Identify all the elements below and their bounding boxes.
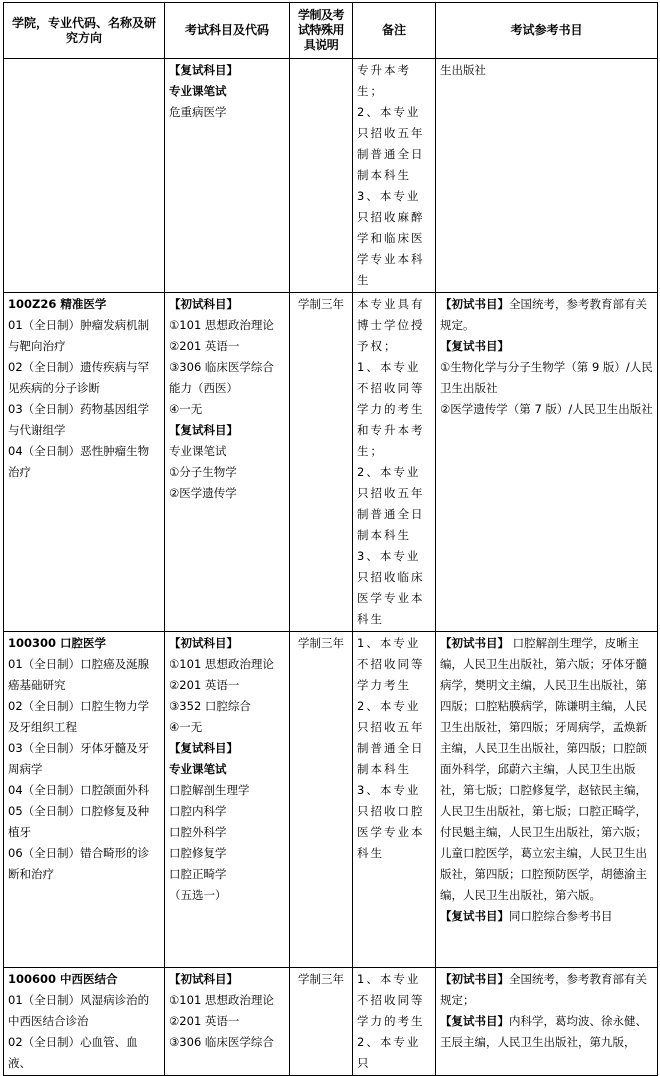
header-row — [4, 3, 658, 59]
study-system: 学制三年 — [298, 972, 344, 986]
note-line: 本专业具有博士学位授予权； — [357, 297, 425, 353]
subject-line: 【初试科目】 — [169, 636, 238, 650]
table-row — [4, 968, 658, 1076]
books-cell — [436, 293, 658, 632]
header-school: 学院，专业代码、名称及研究方向 — [4, 3, 165, 59]
table-row — [4, 293, 658, 632]
subject-line: ①101 思想政治理论 — [169, 657, 274, 671]
subject-line: 口腔内科学 — [169, 804, 227, 818]
book-text: 内科学，葛均波、徐永健、王辰主编，人民卫生出版社，第九版， — [440, 1014, 647, 1049]
research-direction: 01（全日制）风湿病诊治的中西医结合诊治 — [8, 993, 150, 1028]
system-cell — [290, 968, 353, 1076]
books-cell — [436, 968, 658, 1076]
book-text: 口腔解剖生理学，皮晰主编，人民卫生出版社，第六版；牙体牙髓病学，樊明文主编，人民卫生出版社，第四版；口腔粘膜病学，陈谦明主编，人民卫生出版社，第四版；牙周病学，孟焕新主编，人民卫生出版社，第四版；口腔颌面外科学，邱蔚六主编，人民卫生出版社，第七版；口腔修复学，赵铱民主编，人民卫生出版社，第七版；口腔正畸学，付民魁主编，人民卫生出版社，第六版；儿童口腔医学，葛立宏主编，人民卫生出版社，第四版；口腔预防医学，胡德渝主编，人民卫生出版社，第六版。 — [440, 636, 647, 902]
note-line: 1、本专业不招收同等学力考生 — [357, 636, 425, 692]
system-cell — [290, 59, 353, 293]
subject-line: 专业课笔试 — [169, 84, 227, 98]
subjects-cell — [165, 293, 290, 632]
research-direction: 03（全日制）药物基因组学与代谢组学 — [8, 402, 150, 437]
research-direction: 01（全日制）肿瘤发病机制与靶向治疗 — [8, 318, 150, 353]
note-line: 2、本专业只 — [357, 1035, 421, 1070]
book-entry — [440, 357, 653, 399]
book-text: ②医学遗传学（第 7 版）/人民卫生出版社 — [440, 402, 653, 416]
book-entry — [440, 399, 653, 420]
note-cell — [353, 59, 436, 293]
subjects-cell — [165, 968, 290, 1076]
note-cell — [353, 632, 436, 968]
subject-line: ④一无 — [169, 402, 203, 416]
subject-line: 口腔修复学 — [169, 846, 227, 860]
note-line: 1、本专业不招收同等学力的考生 — [357, 972, 425, 1028]
book-text: 全国统考，参考教育部有关规定； — [440, 972, 647, 1007]
note-line: 2、本专业只招收五年制普通全日制本科生 — [357, 699, 425, 776]
subject-line: 【复试科目】 — [169, 423, 238, 437]
subject-line: 【初试科目】 — [169, 972, 238, 986]
table-row — [4, 632, 658, 968]
program-cell — [4, 968, 165, 1076]
book-entry — [440, 60, 653, 81]
note-cell — [353, 968, 436, 1076]
book-entry — [440, 1011, 653, 1053]
research-direction: 04（全日制）口腔颌面外科 — [8, 783, 150, 797]
subject-line: （五选一） — [169, 888, 227, 902]
research-direction: 06（全日制）错合畸形的诊断和治疗 — [8, 846, 150, 881]
subjects-cell — [165, 632, 290, 968]
subject-line: 危重病医学 — [169, 105, 227, 119]
program-catalog-table — [3, 2, 658, 1076]
subject-line: ②201 英语一 — [169, 339, 240, 353]
subject-line: ①101 思想政治理论 — [169, 318, 274, 332]
subject-line: ③352 口腔综合 — [169, 699, 251, 713]
subject-line: ④一无 — [169, 720, 203, 734]
research-direction: 01（全日制）口腔癌及涎腺癌基础研究 — [8, 657, 150, 692]
research-direction: 02（全日制）心血管、血液、 — [8, 1035, 138, 1070]
book-text: 全国统考，参考教育部有关规定。 — [440, 297, 647, 332]
table-body — [4, 59, 658, 1076]
note-line: 2、本专业只招收五年制普通全日制本科生 — [357, 105, 425, 182]
subject-line: 专业课笔试 — [169, 762, 227, 776]
subject-line: ②201 英语一 — [169, 1014, 240, 1028]
subject-line: ②201 英语一 — [169, 678, 240, 692]
system-cell — [290, 293, 353, 632]
books-cell — [436, 59, 658, 293]
book-label: 【初试书目】 — [440, 636, 509, 650]
book-text: 同口腔综合参考书目 — [509, 909, 613, 923]
subject-line: 【复试科目】 — [169, 63, 238, 77]
subject-line: 口腔解剖生理学 — [169, 783, 250, 797]
research-direction: 02（全日制）遗传疾病与罕见疾病的分子诊断 — [8, 360, 150, 395]
subject-line: ①分子生物学 — [169, 465, 237, 479]
book-entry — [440, 294, 653, 336]
header-note: 备注 — [353, 3, 436, 59]
program-name: 100600 中西医结合 — [8, 972, 118, 986]
book-label: 【复试书目】 — [440, 1014, 509, 1028]
research-direction: 02（全日制）口腔生物力学及牙组织工程 — [8, 699, 150, 734]
research-direction: 05（全日制）口腔修复及种植牙 — [8, 804, 150, 839]
subject-line: 口腔正畸学 — [169, 867, 227, 881]
subject-line: ①101 思想政治理论 — [169, 993, 274, 1007]
note-line: 1、本专业不招收同等学力的考生和专升本考生； — [357, 360, 425, 458]
subject-line: ③306 临床医学综合能力（西医） — [169, 360, 274, 395]
study-system: 学制三年 — [298, 636, 344, 650]
book-text: 生出版社 — [440, 63, 486, 77]
book-label: 【复试书目】 — [440, 909, 509, 923]
subject-line: ②医学遗传学 — [169, 486, 237, 500]
program-cell — [4, 293, 165, 632]
book-label: 【复试书目】 — [440, 339, 509, 353]
subject-line: ③306 临床医学综合 — [169, 1035, 274, 1049]
header-books: 考试参考书目 — [436, 3, 658, 59]
note-line: 3、本专业只招收临床医学专业本科生 — [357, 549, 425, 626]
research-direction: 04（全日制）恶性肿瘤生物治疗 — [8, 444, 150, 479]
note-line: 2、本专业只招收五年制普通全日制本科生 — [357, 465, 425, 542]
header-subjects: 考试科目及代码 — [165, 3, 290, 59]
note-line: 3、本专业只招收口腔医学专业本科生 — [357, 783, 425, 860]
program-cell — [4, 59, 165, 293]
program-cell — [4, 632, 165, 968]
subjects-cell — [165, 59, 290, 293]
program-name: 100300 口腔医学 — [8, 636, 107, 650]
header-system: 学制及考试特殊用具说明 — [290, 3, 353, 59]
subject-line: 【初试科目】 — [169, 297, 238, 311]
subject-line: 专业课笔试 — [169, 444, 227, 458]
book-label: 【初试书目】 — [440, 297, 509, 311]
research-direction: 03（全日制）牙体牙髓及牙周病学 — [8, 741, 150, 776]
book-entry — [440, 906, 653, 927]
book-text: ①生物化学与分子生物学（第 9 版）/人民卫生出版社 — [440, 360, 653, 395]
study-system: 学制三年 — [298, 297, 344, 311]
table-row — [4, 59, 658, 293]
system-cell — [290, 632, 353, 968]
book-entry — [440, 969, 653, 1011]
program-name: 100Z26 精准医学 — [8, 297, 107, 311]
note-line: 3、本专业只招收麻醉学和临床医学专业本科生 — [357, 189, 425, 287]
book-label: 【初试书目】 — [440, 972, 509, 986]
subject-line: 【复试科目】 — [169, 741, 238, 755]
note-cell — [353, 293, 436, 632]
books-cell — [436, 632, 658, 968]
book-entry — [440, 633, 653, 906]
note-line: 专升本考生； — [357, 63, 411, 98]
book-entry — [440, 336, 653, 357]
subject-line: 口腔外科学 — [169, 825, 227, 839]
